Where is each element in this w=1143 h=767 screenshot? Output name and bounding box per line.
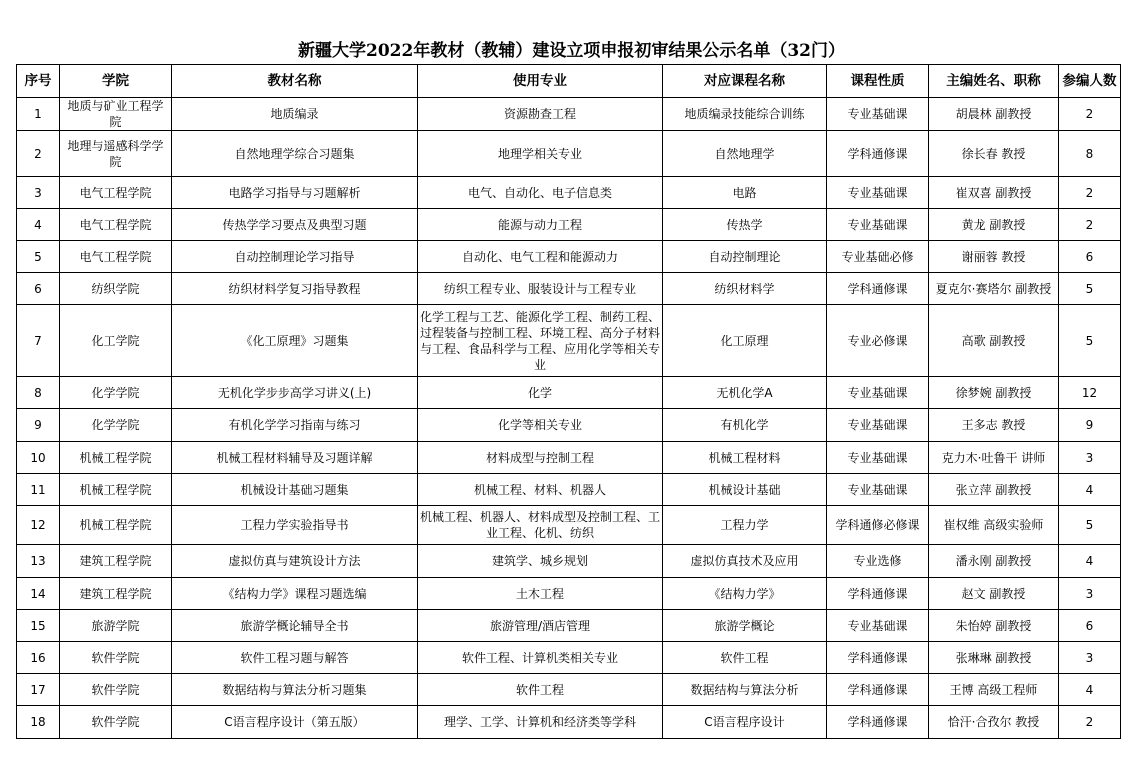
table-row <box>17 442 1121 474</box>
cell-college: 电气工程学院 <box>60 209 172 241</box>
cell-course-type: 学科通修课 <box>827 642 929 674</box>
cell-index: 15 <box>17 610 60 642</box>
cell-major: 软件工程、计算机类相关专业 <box>418 642 663 674</box>
cell-textbook: 纺织材料学复习指导教程 <box>172 273 418 305</box>
cell-college: 机械工程学院 <box>60 474 172 506</box>
cell-course: 软件工程 <box>663 642 827 674</box>
cell-contributors: 3 <box>1059 578 1121 610</box>
cell-course-type: 学科通修课 <box>827 706 929 739</box>
cell-college: 化工学院 <box>60 305 172 377</box>
cell-college: 化学学院 <box>60 409 172 442</box>
cell-index: 7 <box>17 305 60 377</box>
cell-course: 有机化学 <box>663 409 827 442</box>
cell-major: 纺织工程专业、服装设计与工程专业 <box>418 273 663 305</box>
header-row <box>17 65 1121 98</box>
cell-index: 6 <box>17 273 60 305</box>
cell-major: 机械工程、材料、机器人 <box>418 474 663 506</box>
cell-course-type: 学科通修课 <box>827 674 929 706</box>
cell-contributors: 4 <box>1059 474 1121 506</box>
table-row <box>17 273 1121 305</box>
cell-course-type: 专业基础课 <box>827 474 929 506</box>
cell-textbook: 自然地理学综合习题集 <box>172 131 418 177</box>
cell-college: 地质与矿业工程学院 <box>60 98 172 131</box>
table-row <box>17 409 1121 442</box>
cell-course-type: 专业基础课 <box>827 442 929 474</box>
cell-textbook: 《结构力学》课程习题选编 <box>172 578 418 610</box>
cell-course-type: 专业基础课 <box>827 610 929 642</box>
table-row <box>17 474 1121 506</box>
cell-index: 18 <box>17 706 60 739</box>
cell-editor: 王博 高级工程师 <box>929 674 1059 706</box>
col-header-contributors: 参编人数 <box>1059 65 1121 98</box>
table-row <box>17 642 1121 674</box>
table-row <box>17 241 1121 273</box>
cell-index: 13 <box>17 545 60 578</box>
cell-contributors: 4 <box>1059 545 1121 578</box>
cell-major: 机械工程、机器人、材料成型及控制工程、工业工程、化机、纺织 <box>418 506 663 545</box>
cell-course: 《结构力学》 <box>663 578 827 610</box>
cell-editor: 徐长春 教授 <box>929 131 1059 177</box>
cell-editor: 赵文 副教授 <box>929 578 1059 610</box>
cell-course: 虚拟仿真技术及应用 <box>663 545 827 578</box>
cell-major: 化学工程与工艺、能源化学工程、制药工程、过程装备与控制工程、环境工程、高分子材料与工程、食品科学与工程、应用化学等相关专业 <box>418 305 663 377</box>
cell-course: C语言程序设计 <box>663 706 827 739</box>
cell-index: 3 <box>17 177 60 209</box>
cell-contributors: 3 <box>1059 642 1121 674</box>
cell-contributors: 5 <box>1059 506 1121 545</box>
cell-course-type: 学科通修课 <box>827 578 929 610</box>
cell-course: 工程力学 <box>663 506 827 545</box>
cell-contributors: 6 <box>1059 610 1121 642</box>
table-row <box>17 209 1121 241</box>
cell-textbook: 旅游学概论辅导全书 <box>172 610 418 642</box>
cell-course: 化工原理 <box>663 305 827 377</box>
cell-contributors: 3 <box>1059 442 1121 474</box>
cell-editor: 潘永刚 副教授 <box>929 545 1059 578</box>
cell-course: 地质编录技能综合训练 <box>663 98 827 131</box>
table-row <box>17 578 1121 610</box>
cell-contributors: 9 <box>1059 409 1121 442</box>
cell-college: 机械工程学院 <box>60 506 172 545</box>
cell-editor: 恰汗·合孜尔 教授 <box>929 706 1059 739</box>
cell-college: 地理与遥感科学学院 <box>60 131 172 177</box>
cell-editor: 高歌 副教授 <box>929 305 1059 377</box>
cell-course-type: 专业基础课 <box>827 377 929 409</box>
cell-course-type: 专业基础必修 <box>827 241 929 273</box>
cell-major: 能源与动力工程 <box>418 209 663 241</box>
cell-contributors: 2 <box>1059 706 1121 739</box>
cell-textbook: 虚拟仿真与建筑设计方法 <box>172 545 418 578</box>
cell-textbook: 机械工程材料辅导及习题详解 <box>172 442 418 474</box>
cell-course-type: 学科通修必修课 <box>827 506 929 545</box>
cell-major: 资源勘查工程 <box>418 98 663 131</box>
cell-college: 旅游学院 <box>60 610 172 642</box>
cell-contributors: 4 <box>1059 674 1121 706</box>
cell-major: 地理学相关专业 <box>418 131 663 177</box>
cell-index: 5 <box>17 241 60 273</box>
table-row <box>17 674 1121 706</box>
cell-index: 12 <box>17 506 60 545</box>
cell-textbook: 工程力学实验指导书 <box>172 506 418 545</box>
cell-editor: 崔双喜 副教授 <box>929 177 1059 209</box>
cell-course: 旅游学概论 <box>663 610 827 642</box>
cell-contributors: 2 <box>1059 177 1121 209</box>
table-row <box>17 131 1121 177</box>
cell-major: 理学、工学、计算机和经济类等学科 <box>418 706 663 739</box>
cell-college: 电气工程学院 <box>60 177 172 209</box>
cell-textbook: 无机化学步步高学习讲义(上) <box>172 377 418 409</box>
cell-major: 化学 <box>418 377 663 409</box>
cell-college: 软件学院 <box>60 674 172 706</box>
table-row <box>17 545 1121 578</box>
cell-contributors: 5 <box>1059 305 1121 377</box>
table-row <box>17 610 1121 642</box>
table-row <box>17 177 1121 209</box>
cell-textbook: 机械设计基础习题集 <box>172 474 418 506</box>
cell-index: 14 <box>17 578 60 610</box>
cell-course: 传热学 <box>663 209 827 241</box>
cell-editor: 朱怡婷 副教授 <box>929 610 1059 642</box>
cell-index: 11 <box>17 474 60 506</box>
cell-contributors: 5 <box>1059 273 1121 305</box>
col-header-textbook: 教材名称 <box>172 65 418 98</box>
cell-editor: 张立萍 副教授 <box>929 474 1059 506</box>
col-header-course: 对应课程名称 <box>663 65 827 98</box>
cell-major: 软件工程 <box>418 674 663 706</box>
cell-course: 无机化学A <box>663 377 827 409</box>
cell-contributors: 2 <box>1059 98 1121 131</box>
cell-course-type: 学科通修课 <box>827 131 929 177</box>
cell-course-type: 专业基础课 <box>827 98 929 131</box>
cell-index: 10 <box>17 442 60 474</box>
cell-textbook: 数据结构与算法分析习题集 <box>172 674 418 706</box>
cell-college: 纺织学院 <box>60 273 172 305</box>
cell-index: 17 <box>17 674 60 706</box>
cell-major: 土木工程 <box>418 578 663 610</box>
cell-course: 数据结构与算法分析 <box>663 674 827 706</box>
cell-index: 2 <box>17 131 60 177</box>
page-title: 新疆大学2022年教材（教辅）建设立项申报初审结果公示名单（32门） <box>298 41 845 61</box>
cell-editor: 夏克尔·赛塔尔 副教授 <box>929 273 1059 305</box>
cell-editor: 黄龙 副教授 <box>929 209 1059 241</box>
cell-editor: 胡晨林 副教授 <box>929 98 1059 131</box>
cell-textbook: 有机化学学习指南与练习 <box>172 409 418 442</box>
cell-course-type: 专业基础课 <box>827 177 929 209</box>
table-row <box>17 377 1121 409</box>
cell-major: 电气、自动化、电子信息类 <box>418 177 663 209</box>
cell-course: 自然地理学 <box>663 131 827 177</box>
cell-textbook: 传热学学习要点及典型习题 <box>172 209 418 241</box>
results-table <box>16 64 1121 739</box>
cell-editor: 谢丽蓉 教授 <box>929 241 1059 273</box>
cell-course-type: 专业基础课 <box>827 409 929 442</box>
table-row <box>17 305 1121 377</box>
cell-textbook: 软件工程习题与解答 <box>172 642 418 674</box>
col-header-college: 学院 <box>60 65 172 98</box>
cell-course: 机械设计基础 <box>663 474 827 506</box>
cell-college: 软件学院 <box>60 706 172 739</box>
cell-editor: 徐梦婉 副教授 <box>929 377 1059 409</box>
cell-college: 建筑工程学院 <box>60 545 172 578</box>
cell-contributors: 2 <box>1059 209 1121 241</box>
cell-editor: 崔权维 高级实验师 <box>929 506 1059 545</box>
cell-textbook: 《化工原理》习题集 <box>172 305 418 377</box>
col-header-course-type: 课程性质 <box>827 65 929 98</box>
cell-major: 建筑学、城乡规划 <box>418 545 663 578</box>
cell-course-type: 专业选修 <box>827 545 929 578</box>
cell-major: 旅游管理/酒店管理 <box>418 610 663 642</box>
cell-textbook: C语言程序设计（第五版） <box>172 706 418 739</box>
table-row <box>17 98 1121 131</box>
cell-college: 建筑工程学院 <box>60 578 172 610</box>
cell-college: 软件学院 <box>60 642 172 674</box>
cell-course: 自动控制理论 <box>663 241 827 273</box>
cell-index: 9 <box>17 409 60 442</box>
cell-course-type: 专业必修课 <box>827 305 929 377</box>
cell-index: 8 <box>17 377 60 409</box>
cell-editor: 克力木·吐鲁干 讲师 <box>929 442 1059 474</box>
col-header-editor: 主编姓名、职称 <box>929 65 1059 98</box>
cell-course: 电路 <box>663 177 827 209</box>
cell-course: 机械工程材料 <box>663 442 827 474</box>
cell-major: 自动化、电气工程和能源动力 <box>418 241 663 273</box>
col-header-major: 使用专业 <box>418 65 663 98</box>
cell-course-type: 学科通修课 <box>827 273 929 305</box>
cell-index: 16 <box>17 642 60 674</box>
cell-college: 电气工程学院 <box>60 241 172 273</box>
col-header-index: 序号 <box>17 65 60 98</box>
cell-contributors: 8 <box>1059 131 1121 177</box>
cell-college: 机械工程学院 <box>60 442 172 474</box>
cell-contributors: 12 <box>1059 377 1121 409</box>
cell-major: 化学等相关专业 <box>418 409 663 442</box>
table-row <box>17 506 1121 545</box>
cell-editor: 王多志 教授 <box>929 409 1059 442</box>
cell-index: 1 <box>17 98 60 131</box>
cell-course-type: 专业基础课 <box>827 209 929 241</box>
cell-college: 化学学院 <box>60 377 172 409</box>
cell-index: 4 <box>17 209 60 241</box>
cell-course: 纺织材料学 <box>663 273 827 305</box>
cell-contributors: 6 <box>1059 241 1121 273</box>
cell-textbook: 电路学习指导与习题解析 <box>172 177 418 209</box>
table-row <box>17 706 1121 739</box>
cell-editor: 张琳琳 副教授 <box>929 642 1059 674</box>
cell-major: 材料成型与控制工程 <box>418 442 663 474</box>
cell-textbook: 自动控制理论学习指导 <box>172 241 418 273</box>
cell-textbook: 地质编录 <box>172 98 418 131</box>
